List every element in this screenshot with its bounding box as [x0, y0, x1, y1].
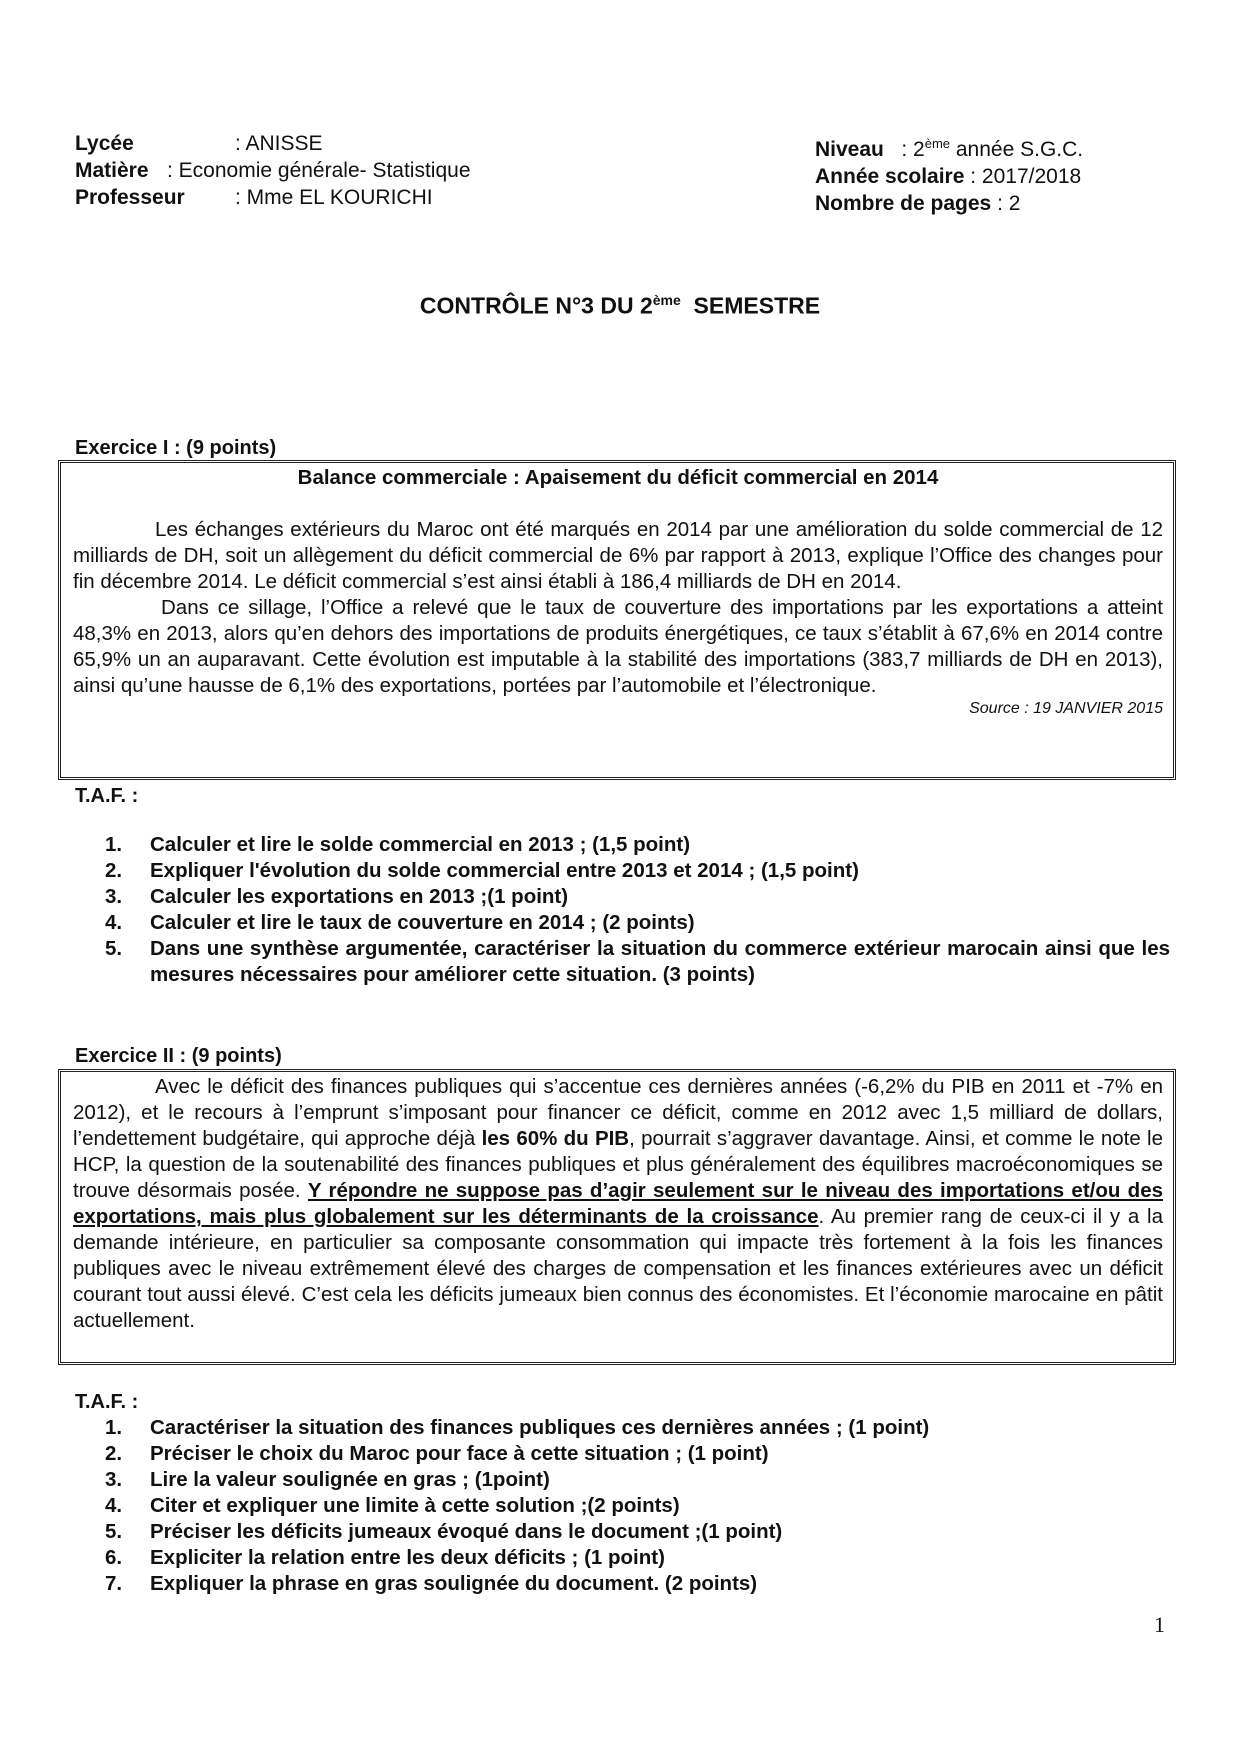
- question-item: [105, 1441, 1170, 1467]
- question-text: Citer et expliquer une limite à cette solution ;(2 points): [150, 1494, 680, 1517]
- header-pages: [815, 190, 1195, 217]
- question-number: 5.: [105, 937, 123, 960]
- exercise1-questions: [105, 832, 1170, 988]
- exercise1-source: Source : 19 JANVIER 2015: [969, 700, 1163, 717]
- pages-value: : 2: [997, 192, 1021, 215]
- niveau-sup: ème: [924, 136, 951, 151]
- exercise2-text-c: . Au premier rang de ceux-ci il y a la demande intérieure, en particulier sa composante consommation qui impacte très fortement à la fois les finances publiques avec le niveau extrêmement élevé des charges de compensation et les finances extérieures avec un déficit courant tout aussi élevé. C’est cela les déficits jumeaux bien connus des économistes. Et l’économie marocaine en pâtit actuellement.: [73, 1205, 1163, 1332]
- question-text: Calculer et lire le solde commercial en 2013 ; (1,5 point): [150, 833, 691, 856]
- exercise2-questions: [105, 1415, 1170, 1597]
- question-number: 1.: [105, 833, 123, 856]
- question-item: [105, 884, 1170, 910]
- question-item: [105, 910, 1170, 936]
- title-post: SEMESTRE: [680, 292, 821, 319]
- question-text: Expliquer la phrase en gras soulignée du document. (2 points): [150, 1572, 758, 1595]
- professeur-label: Professeur: [75, 186, 185, 209]
- niveau-post: année S.G.C.: [950, 138, 1084, 161]
- question-item: [105, 1467, 1170, 1493]
- question-number: 3.: [105, 885, 123, 908]
- exercise1-paragraph-1: Les échanges extérieurs du Maroc ont été marqués en 2014 par une amélioration du solde commercial de 12 milliards de DH, soit un allègement du déficit commercial de 6% par rapport à 2013, explique l’Office des changes pour fin décembre 2014. Le déficit commercial s’est ainsi établi à 186,4 milliards de DH en 2014.: [73, 518, 1163, 593]
- exercise1-taf-label: T.A.F. :: [75, 785, 139, 807]
- question-item: [105, 858, 1170, 884]
- matiere-label: Matière: [75, 159, 149, 182]
- page-number: 1: [1154, 1612, 1165, 1637]
- header-annee: [815, 163, 1195, 190]
- title-pre: CONTRÔLE N°3 DU 2: [419, 292, 653, 319]
- question-number: 7.: [105, 1572, 123, 1595]
- question-text: Dans une synthèse argumentée, caractériser la situation du commerce extérieur marocain ainsi que les mesures nécessaires pour améliorer cette situation. (3 points): [150, 937, 1170, 986]
- exercise2-text-b: , pourrait s’aggraver davantage. Ainsi, et comme le note le HCP, la question de la soutenabilité des finances publiques et plus généralement des équilibres macroéconomiques se trouve désormais posée.: [73, 1127, 1163, 1202]
- question-item: [105, 936, 1170, 988]
- question-text: Calculer les exportations en 2013 ;(1 point): [150, 885, 569, 908]
- question-text: Préciser le choix du Maroc pour face à cette situation ; (1 point): [150, 1442, 769, 1465]
- header-niveau: [815, 130, 1195, 163]
- header-left: [75, 130, 775, 211]
- niveau-value: [901, 138, 1083, 161]
- exercise2-text-a: Avec le déficit des finances publiques qui s’accentue ces dernières années (-6,2% du PIB en 2011 et -7% en 2012), et le recours à l’emprunt s’imposant pour financer ce déficit, comme en 2012 avec 1,5 milliard de dollars, l’endettement budgétaire, qui approche déjà: [73, 1075, 1163, 1150]
- page-title: [0, 292, 1240, 320]
- question-text: Lire la valeur soulignée en gras ; (1point): [150, 1468, 550, 1491]
- question-item: [105, 1519, 1170, 1545]
- question-text: Préciser les déficits jumeaux évoqué dans le document ;(1 point): [150, 1520, 783, 1543]
- exercise2-document-box: [60, 1071, 1174, 1363]
- professeur-value: : Mme EL KOURICHI: [235, 186, 433, 209]
- question-number: 3.: [105, 1468, 123, 1491]
- exercise1-box-title: Balance commerciale : Apaisement du déficit commercial en 2014: [297, 466, 939, 489]
- pages-label: Nombre de pages: [815, 192, 992, 215]
- question-number: 4.: [105, 1494, 123, 1517]
- question-number: 6.: [105, 1546, 123, 1569]
- exercise1-document-box: [60, 462, 1174, 778]
- exercise2-taf-label: T.A.F. :: [75, 1391, 139, 1413]
- exercise2-paragraph: [73, 1074, 1163, 1334]
- question-number: 4.: [105, 911, 123, 934]
- lycee-value: : ANISSE: [235, 132, 323, 155]
- exercise2-underlined-sentence: Y répondre ne suppose pas d’agir seulement sur le niveau des importations et/ou des exportations, mais plus globalement sur les déterminants de la croissance: [73, 1179, 1163, 1228]
- question-item: [105, 832, 1170, 858]
- matiere-value: : Economie générale- Statistique: [167, 159, 471, 182]
- question-item: [105, 1493, 1170, 1519]
- question-item: [105, 1415, 1170, 1441]
- exercise2-heading: Exercice II : (9 points): [75, 1045, 282, 1067]
- header-matiere: [75, 157, 775, 184]
- question-item: [105, 1545, 1170, 1571]
- question-number: 5.: [105, 1520, 123, 1543]
- title-sup: ème: [652, 292, 681, 308]
- exercise1-heading: Exercice I : (9 points): [75, 437, 277, 459]
- question-text: Expliquer l'évolution du solde commercial entre 2013 et 2014 ; (1,5 point): [150, 859, 859, 882]
- annee-value: : 2017/2018: [970, 165, 1082, 188]
- lycee-label: Lycée: [75, 132, 134, 155]
- question-text: Expliciter la relation entre les deux déficits ; (1 point): [150, 1546, 665, 1569]
- exercise2-bold-value: les 60% du PIB: [481, 1127, 630, 1150]
- niveau-pre: : 2: [901, 138, 925, 161]
- niveau-label: Niveau: [815, 138, 884, 161]
- header-right: [815, 130, 1195, 217]
- question-number: 2.: [105, 1442, 123, 1465]
- question-text: Caractériser la situation des finances publiques ces dernières années ; (1 point): [150, 1416, 930, 1439]
- header-lycee: [75, 130, 775, 157]
- exercise1-paragraph-2: Dans ce sillage, l’Office a relevé que le taux de couverture des importations par les exportations a atteint 48,3% en 2013, alors qu’en dehors des importations de produits énergétiques, ce taux s’établit à 67,6% en 2014 contre 65,9% un an auparavant. Cette évolution est imputable à la stabilité des importations (383,7 milliards de DH en 2013), ainsi qu’une hausse de 6,1% des exportations, portées par l’automobile et l’électronique.: [73, 596, 1163, 697]
- question-number: 2.: [105, 859, 123, 882]
- header-professeur: [75, 184, 775, 211]
- question-item: [105, 1571, 1170, 1597]
- question-number: 1.: [105, 1416, 123, 1439]
- annee-label: Année scolaire: [815, 165, 965, 188]
- question-text: Calculer et lire le taux de couverture en 2014 ; (2 points): [150, 911, 695, 934]
